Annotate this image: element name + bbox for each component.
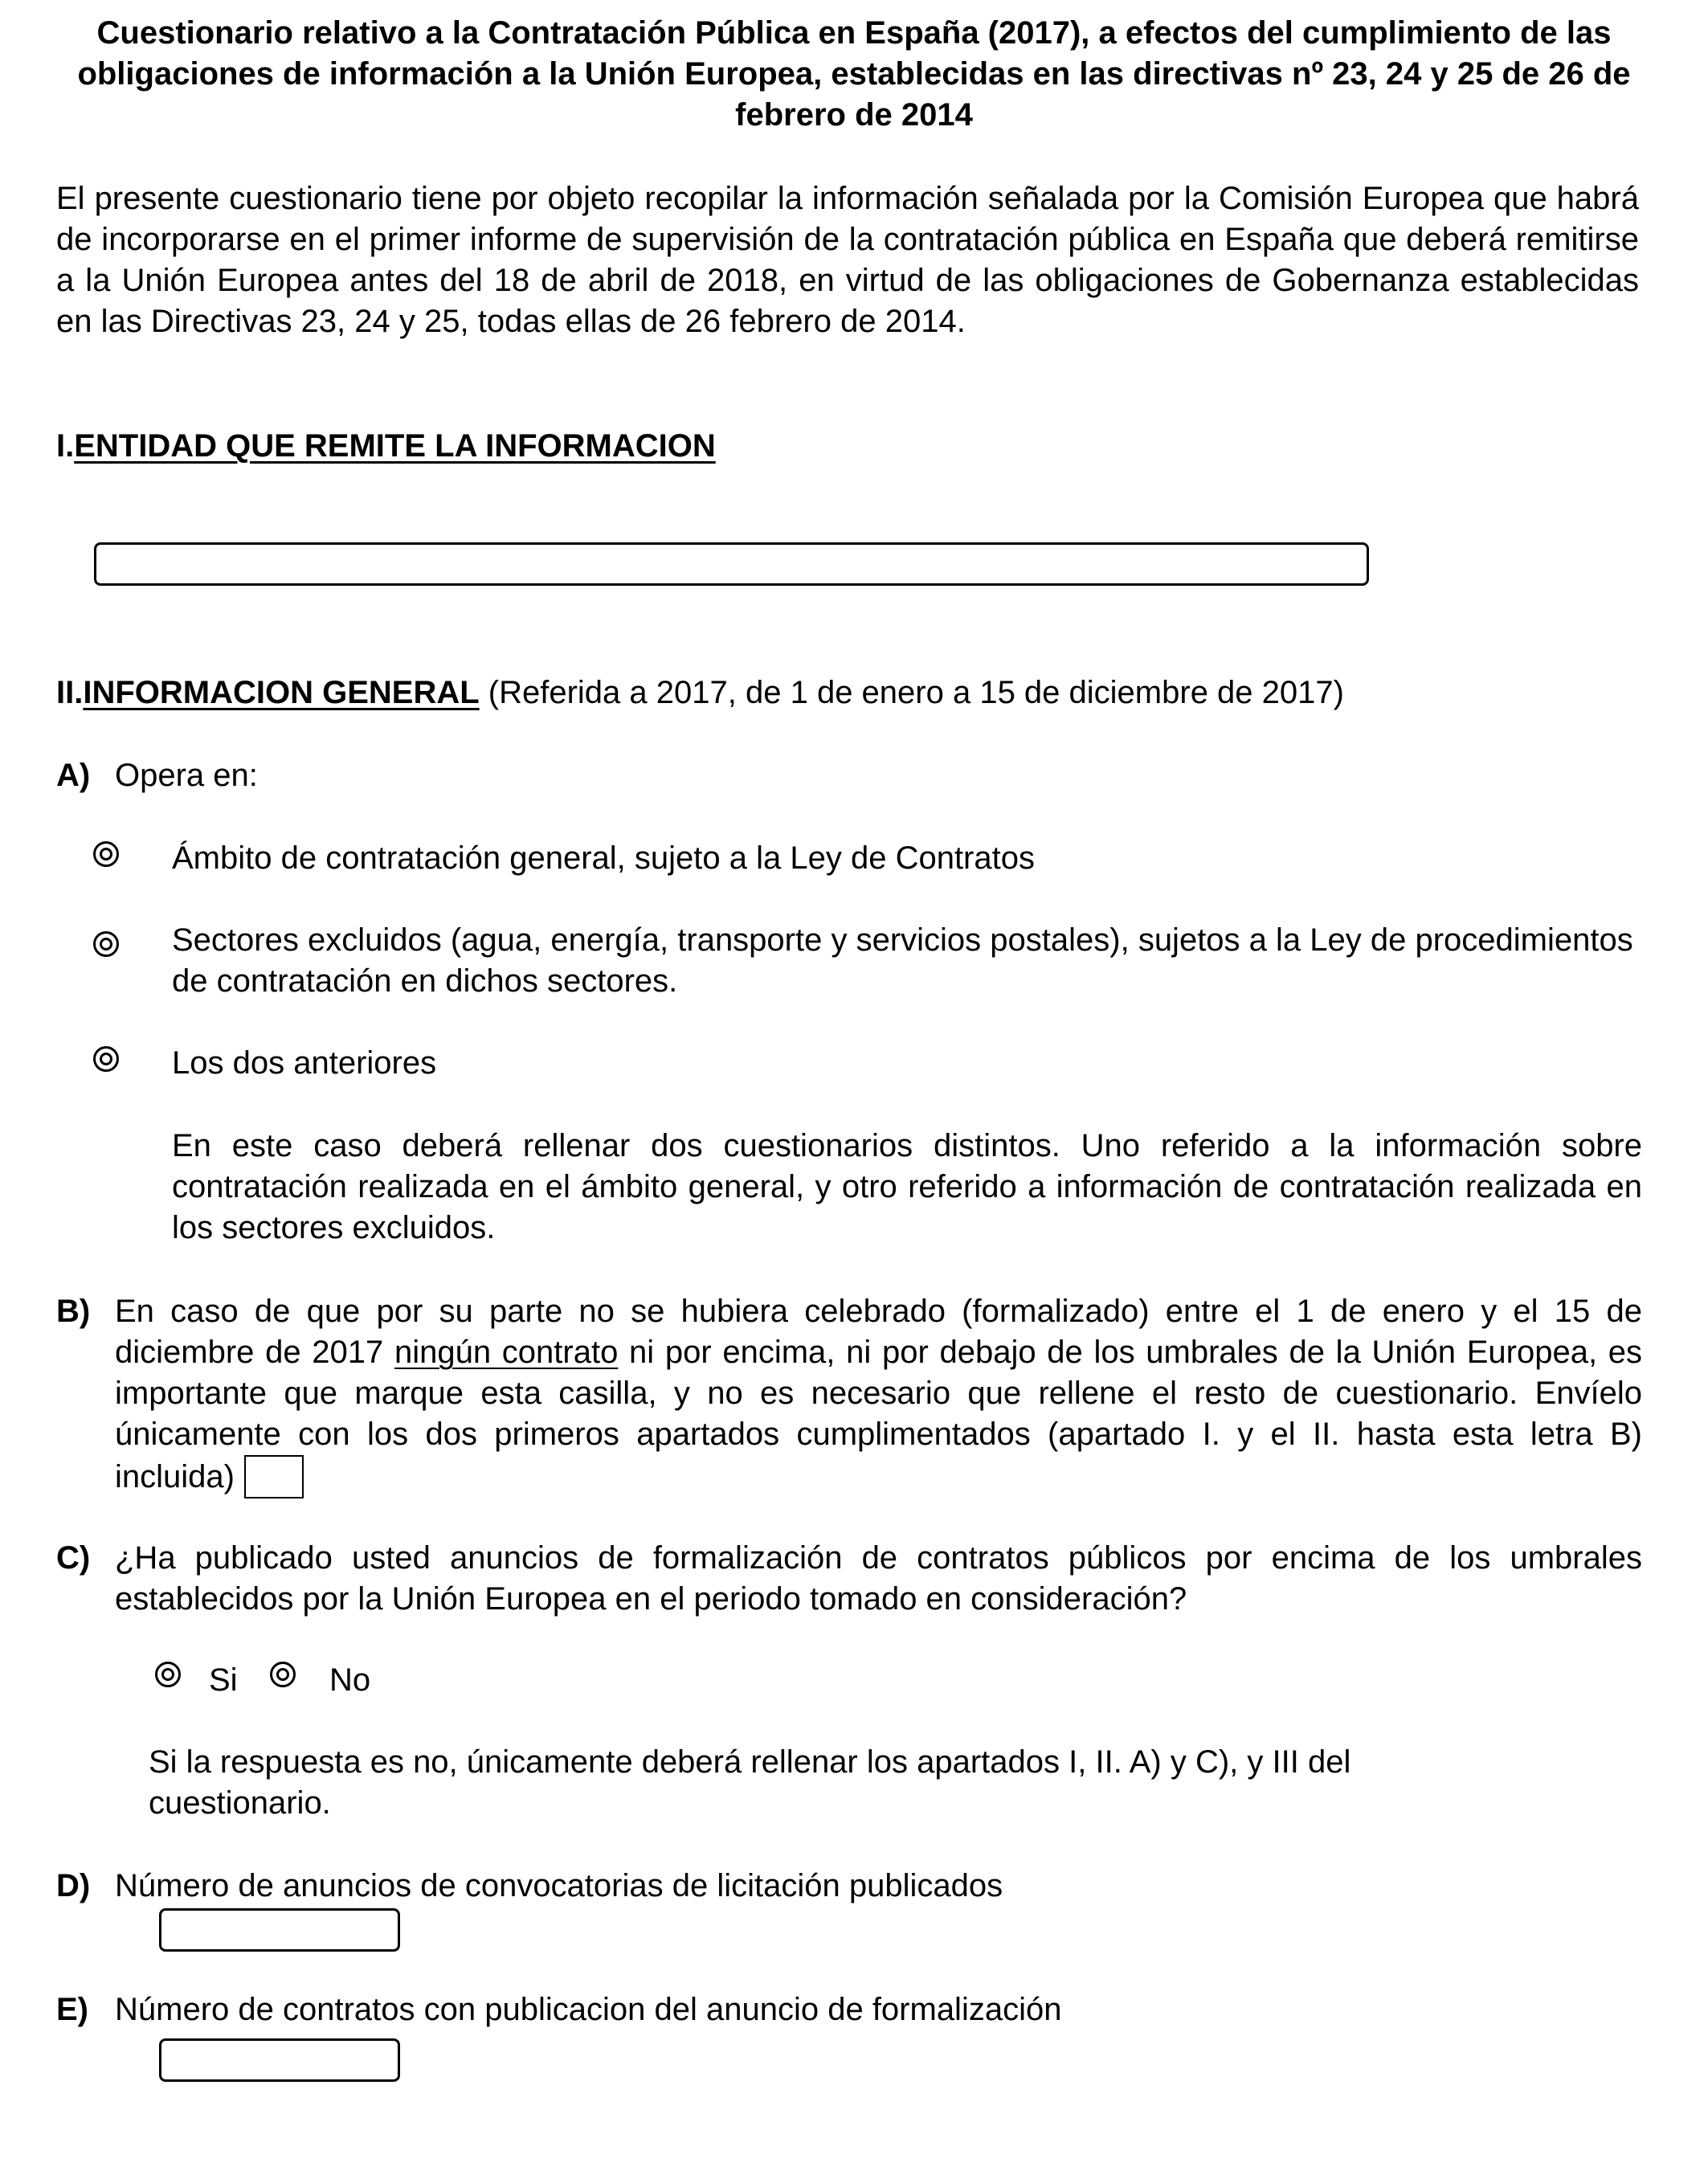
- radio-sectores-excluidos[interactable]: [93, 931, 119, 957]
- section-2-heading: [56, 673, 1663, 713]
- section-2-number: II.: [56, 675, 84, 710]
- section-1-number: I.: [56, 428, 75, 464]
- option-sectores-excluidos-label: Sectores excluidos (agua, energía, transporte y servicios postales), sujetos a la Ley de procedimientos de contratación en dichos sectores.: [172, 922, 1633, 999]
- question-c-letter: C): [56, 1540, 91, 1576]
- radio-ring-icon: [161, 1668, 174, 1681]
- radio-no-label: No: [329, 1662, 371, 1698]
- radio-ring-icon: [100, 1053, 112, 1065]
- radio-no[interactable]: [270, 1662, 296, 1687]
- question-c-note: Si la respuesta es no, únicamente deberá rellenar los apartados I, II. A) y C), y III del cuestionario.: [149, 1744, 1351, 1821]
- section-2-title: INFORMACION GENERAL: [83, 675, 480, 710]
- section-1-heading: [56, 426, 716, 467]
- radio-ring-icon: [100, 848, 112, 861]
- formalizacion-count-field[interactable]: [159, 2038, 400, 2082]
- question-e-text: Número de contratos con publicacion del anuncio de formalización: [115, 1992, 1062, 2027]
- radio-ring-icon: [100, 938, 112, 951]
- question-c-text: ¿Ha publicado usted anuncios de formalización de contratos públicos por encima de los umbrales establecidos por la Unión Europea en el periodo tomado en consideración?: [115, 1540, 1642, 1617]
- question-e-letter: E): [56, 1992, 88, 2027]
- document-title: Cuestionario relativo a la Contratación Pública en España (2017), a efectos del cumplimiento de las obligaciones de información a la Unión Europea, establecidas en las directivas nº 23, 24 y 25 de 26 de febrero de 2014: [77, 15, 1631, 133]
- radio-los-dos[interactable]: [93, 1046, 119, 1072]
- question-a-note: En este caso deberá rellenar dos cuestionarios distintos. Uno referido a la información sobre contratación realizada en el ámbito general, y otro referido a información de contratación realizada en los sectores excluidos.: [172, 1128, 1642, 1245]
- section-2-subtitle: (Referida a 2017, de 1 de enero a 15 de diciembre de 2017): [479, 675, 1344, 710]
- question-b-emphasis: ningún contrato: [394, 1335, 619, 1370]
- radio-ambito-general[interactable]: [93, 841, 119, 867]
- radio-si-label: Si: [209, 1662, 238, 1698]
- question-a-letter: A): [56, 758, 91, 793]
- entity-name-field[interactable]: [94, 542, 1369, 586]
- question-d-text: Número de anuncios de convocatorias de licitación publicados: [115, 1868, 1003, 1903]
- question-b-text-before: En caso de que por su parte no se hubiera celebrado (formalizado) entre el 1 de enero y el 15 de diciembre de 2017: [115, 1294, 1642, 1370]
- radio-ring-icon: [276, 1668, 289, 1681]
- section-1-title: ENTIDAD QUE REMITE LA INFORMACION: [74, 428, 716, 464]
- question-b-letter: B): [56, 1294, 91, 1329]
- licitacion-count-field[interactable]: [159, 1908, 400, 1952]
- intro-paragraph: El presente cuestionario tiene por objeto recopilar la información señalada por la Comisión Europea que habrá de incorporarse en el primer informe de supervisión de la contratación pública en España que deberá remitirse a la Unión Europea antes del 18 de abril de 2018, en virtud de las obligaciones de Gobernanza establecidas en las Directivas 23, 24 y 25, todas ellas de 26 febrero de 2014.: [56, 181, 1639, 339]
- option-los-dos-label: Los dos anteriores: [172, 1045, 437, 1081]
- no-contract-checkbox[interactable]: [244, 1455, 304, 1498]
- radio-si[interactable]: [155, 1662, 181, 1687]
- option-ambito-general-label: Ámbito de contratación general, sujeto a la Ley de Contratos: [172, 840, 1035, 876]
- question-a-label: Opera en:: [115, 758, 258, 793]
- question-d-letter: D): [56, 1868, 91, 1903]
- question-b-text-after: ni por encima, ni por debajo de los umbrales de la Unión Europea, es importante que marque esta casilla, y no es necesario que rellene el resto de cuestionario. Envíelo únicamente con los dos primeros apartados cumplimentados (apartado I. y el II. hasta esta letra B) incluida): [115, 1335, 1643, 1494]
- question-b-text: [115, 1291, 1642, 1498]
